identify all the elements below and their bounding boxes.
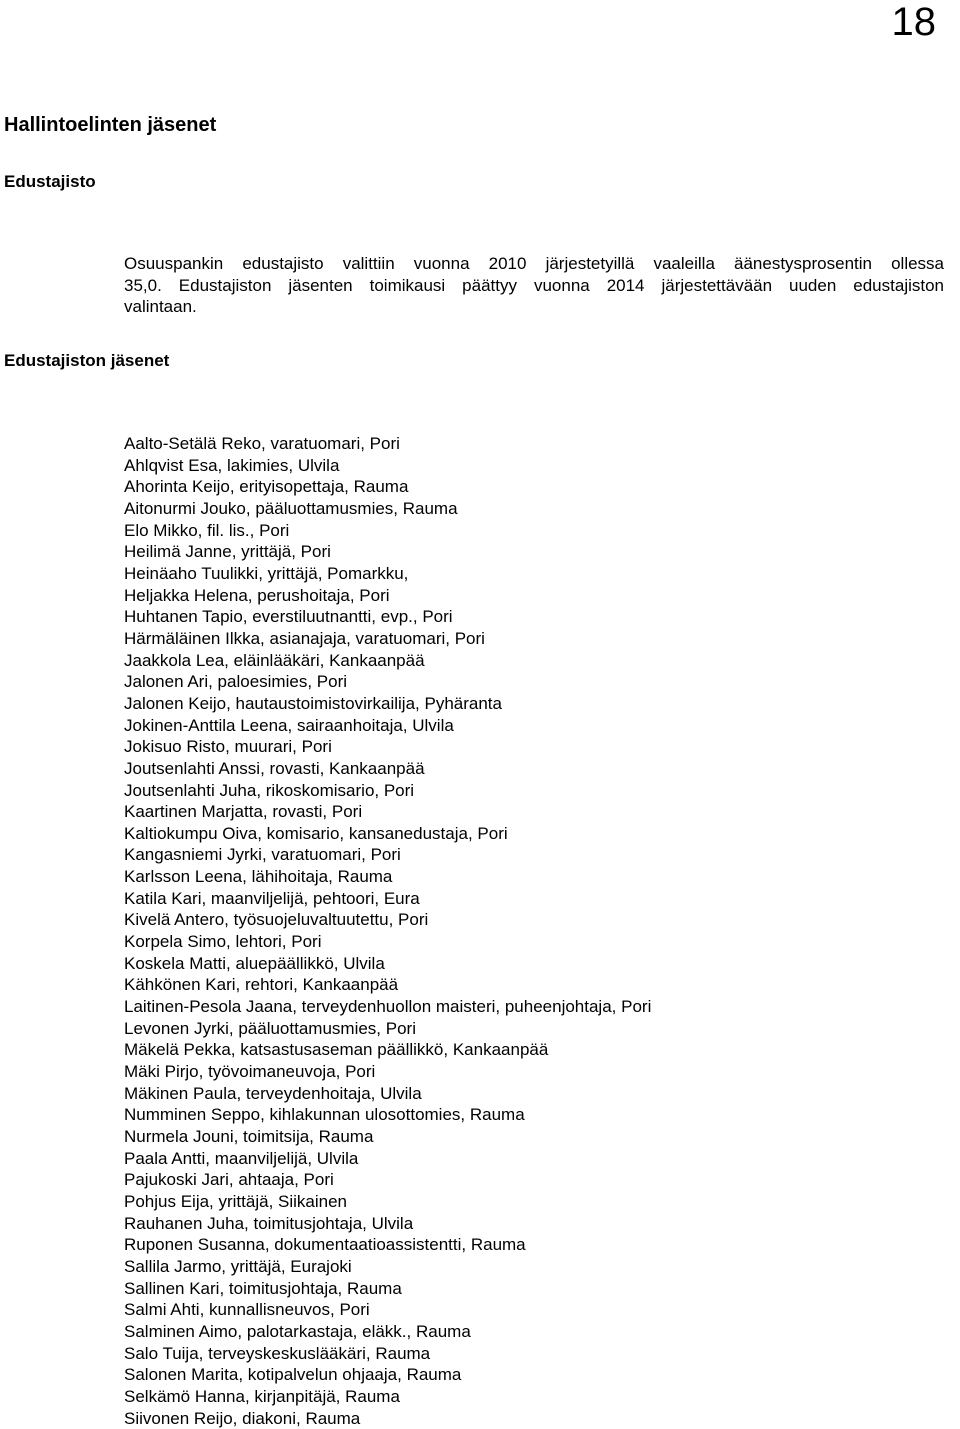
member-item: Joutsenlahti Anssi, rovasti, Kankaanpää xyxy=(124,758,425,778)
member-item: Sallinen Kari, toimitusjohtaja, Rauma xyxy=(124,1278,402,1298)
member-item: Paala Antti, maanviljelijä, Ulvila xyxy=(124,1148,359,1168)
member-item: Mäkelä Pekka, katsastusaseman päällikkö, Kankaanpää xyxy=(124,1040,549,1060)
member-item: Pajukoski Jari, ahtaaja, Pori xyxy=(124,1170,334,1190)
intro-line: 35,0. Edustajiston jäsenten toimikausi päättyy vuonna 2014 järjestettävään uuden edustajiston xyxy=(124,275,944,295)
member-item: Pohjus Eija, yrittäjä, Siikainen xyxy=(124,1191,348,1211)
member-item: Mäki Pirjo, työvoimaneuvoja, Pori xyxy=(124,1062,376,1082)
member-item: Siivonen Reijo, diakoni, Rauma xyxy=(124,1408,361,1428)
member-item: Rauhanen Juha, toimitusjohtaja, Ulvila xyxy=(124,1213,414,1233)
member-item: Ahlqvist Esa, lakimies, Ulvila xyxy=(124,455,340,475)
section-title-edustajisto: Edustajisto xyxy=(4,172,96,191)
member-item: Kangasniemi Jyrki, varatuomari, Pori xyxy=(124,845,401,865)
member-item: Salonen Marita, kotipalvelun ohjaaja, Rauma xyxy=(124,1365,462,1385)
member-item: Aitonurmi Jouko, pääluottamusmies, Rauma xyxy=(124,498,458,518)
member-item: Heljakka Helena, perushoitaja, Pori xyxy=(124,585,390,605)
member-item: Aalto-Setälä Reko, varatuomari, Pori xyxy=(124,434,400,453)
member-item: Salminen Aimo, palotarkastaja, eläkk., Rauma xyxy=(124,1321,471,1341)
member-item: Heinäaho Tuulikki, yrittäjä, Pomarkku, xyxy=(124,563,409,583)
member-item: Laitinen-Pesola Jaana, terveydenhuollon maisteri, puheenjohtaja, Pori xyxy=(124,997,652,1017)
member-item: Kaltiokumpu Oiva, komisario, kansanedustaja, Pori xyxy=(124,823,508,843)
member-item: Ruponen Susanna, dokumentaatioassistentti, Rauma xyxy=(124,1235,526,1255)
member-item: Koskela Matti, aluepäällikkö, Ulvila xyxy=(124,953,385,973)
member-item: Mäkinen Paula, terveydenhoitaja, Ulvila xyxy=(124,1083,422,1103)
intro-paragraph xyxy=(124,253,944,318)
section-title-members: Edustajiston jäsenet xyxy=(4,351,170,370)
member-item: Levonen Jyrki, pääluottamusmies, Pori xyxy=(124,1018,416,1038)
member-item: Härmäläinen Ilkka, asianajaja, varatuomari, Pori xyxy=(124,628,485,648)
member-item: Kivelä Antero, työsuojeluvaltuutettu, Pori xyxy=(124,910,429,930)
member-item: Salo Tuija, terveyskeskuslääkäri, Rauma xyxy=(124,1343,431,1363)
member-item: Sallila Jarmo, yrittäjä, Eurajoki xyxy=(124,1256,352,1276)
member-item: Nurmela Jouni, toimitsija, Rauma xyxy=(124,1127,374,1146)
page-title: Hallintoelinten jäsenet xyxy=(4,114,217,136)
member-item: Huhtanen Tapio, everstiluutnantti, evp., Pori xyxy=(124,607,453,627)
member-item: Jokisuo Risto, muurari, Pori xyxy=(124,737,332,757)
member-item: Jokinen-Anttila Leena, sairaanhoitaja, Ulvila xyxy=(124,715,454,735)
member-item: Kaartinen Marjatta, rovasti, Pori xyxy=(124,802,363,822)
member-item: Elo Mikko, fil. lis., Pori xyxy=(124,520,290,540)
intro-line: valintaan. xyxy=(124,297,197,316)
member-item: Jaakkola Lea, eläinlääkäri, Kankaanpää xyxy=(124,650,425,670)
members-list xyxy=(124,433,651,1429)
member-item: Joutsenlahti Juha, rikoskomisario, Pori xyxy=(124,780,415,800)
member-item: Selkämö Hanna, kirjanpitäjä, Rauma xyxy=(124,1386,400,1406)
member-item: Korpela Simo, lehtori, Pori xyxy=(124,932,322,952)
member-item: Numminen Seppo, kihlakunnan ulosottomies, Rauma xyxy=(124,1105,525,1125)
member-item: Jalonen Keijo, hautaustoimistovirkailija, Pyhäranta xyxy=(124,693,502,713)
member-item: Salmi Ahti, kunnallisneuvos, Pori xyxy=(124,1300,370,1320)
intro-line: Osuuspankin edustajisto valittiin vuonna 2010 järjestetyillä vaaleilla äänestysprosentin ollessa xyxy=(124,254,944,273)
member-item: Katila Kari, maanviljelijä, pehtoori, Eura xyxy=(124,888,420,908)
member-item: Kähkönen Kari, rehtori, Kankaanpää xyxy=(124,975,399,995)
page-number: 18 xyxy=(891,0,936,44)
member-item: Ahorinta Keijo, erityisopettaja, Rauma xyxy=(124,477,409,497)
member-item: Karlsson Leena, lähihoitaja, Rauma xyxy=(124,867,393,887)
member-item: Jalonen Ari, paloesimies, Pori xyxy=(124,672,348,692)
member-item: Heilimä Janne, yrittäjä, Pori xyxy=(124,542,331,562)
